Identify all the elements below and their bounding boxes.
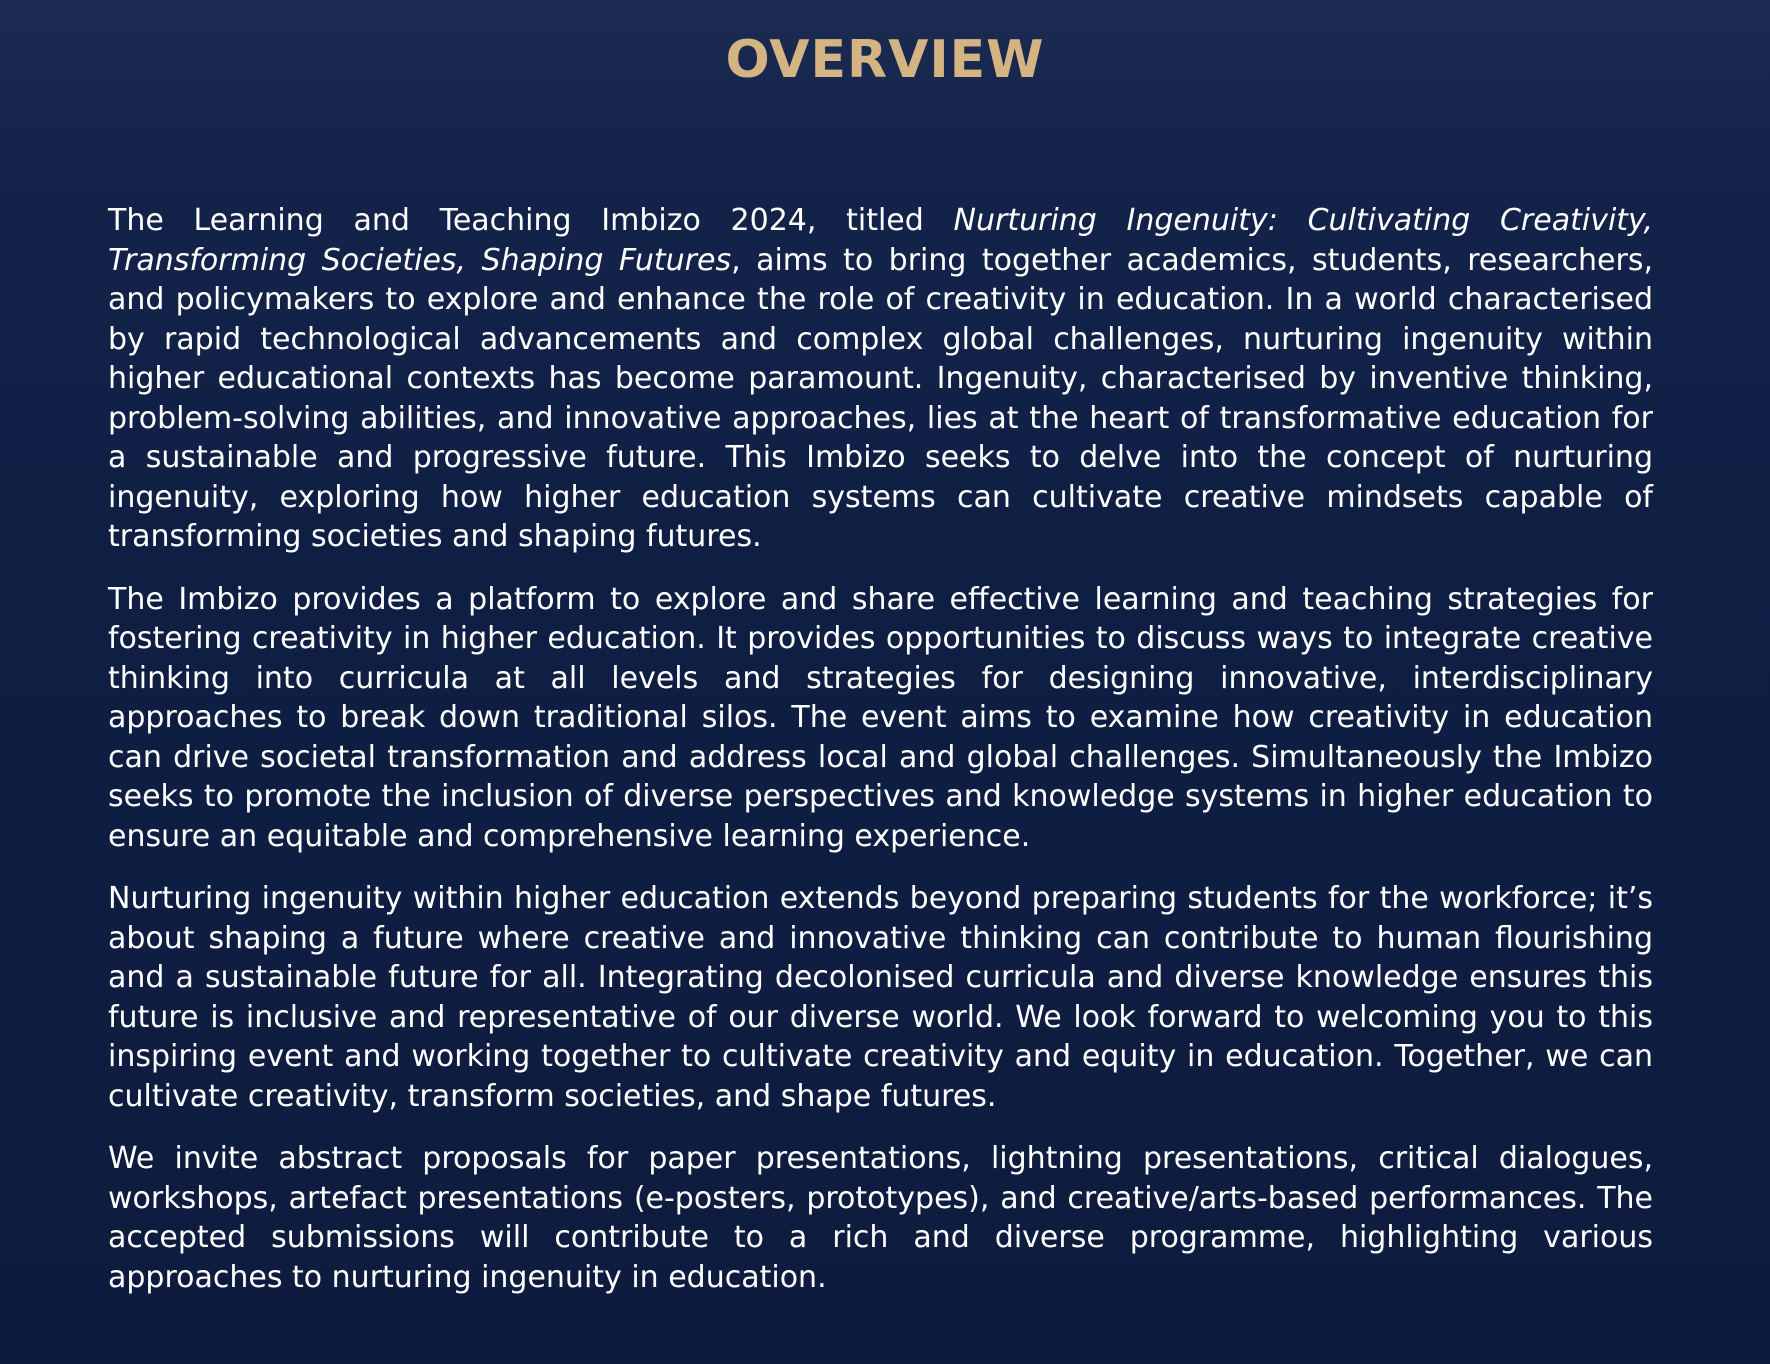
paragraph-call-for-proposals: We invite abstract proposals for paper presentations, lightning presentations, critical dialogues, workshops, artefact presentations (e-posters, prototypes), and creative/arts-based performances. The accepted submissions will contribute to a rich and diverse programme, highlighting various approaches to nurturing ingenuity in education. bbox=[108, 1141, 1653, 1295]
intro-lead: The Learning and Teaching Imbizo 2024, titled bbox=[108, 203, 954, 238]
paragraph-ingenuity: Nurturing ingenuity within higher education extends beyond preparing students for the workforce; it’s about shaping a future where creative and innovative thinking can contribute to human flourishing and a sustainable future for all. Integrating decolonised curricula and diverse knowledge ensures this future is inclusive and representative of our diverse world. We look forward to welcoming you to this inspiring event and working together to cultivate creativity and equity in education. Together, we can cultivate creativity, transform societies, and shape futures. bbox=[108, 881, 1653, 1114]
page-title: OVERVIEW bbox=[725, 30, 1045, 90]
paragraph-platform: The Imbizo provides a platform to explore and share effective learning and teaching strategies for fostering creativity in higher education. It provides opportunities to discuss ways to integrate creative thinking into curricula at all levels and strategies for designing innovative, interdisciplinary approaches to break down traditional silos. The event aims to examine how creativity in education can drive societal transformation and address local and global challenges. Simultaneously the Imbizo seeks to promote the inclusion of diverse perspectives and knowledge systems in higher education to ensure an equitable and comprehensive learning experience. bbox=[108, 581, 1653, 854]
overview-body bbox=[108, 201, 1653, 1320]
paragraph-intro bbox=[108, 201, 1653, 557]
imbizo-title: Nurturing Ingenuity: Cultivating Creativity, Transforming Societies, Shaping Futures bbox=[108, 203, 1654, 278]
intro-rest: , aims to bring together academics, students, researchers, and policymakers to explore and enhance the role of creativity in education. In a world characterised by rapid technological advancements and complex global challenges, nurturing ingenuity within higher educational contexts has become paramount. Ingenuity, characterised by inventive thinking, problem-solving abilities, and innovative approaches, lies at the heart of transformative education for a sustainable and progressive future. This Imbizo seeks to delve into the concept of nurturing ingenuity, exploring how higher education systems can cultivate creative mindsets capable of transforming societies and shaping futures. bbox=[108, 242, 1653, 554]
